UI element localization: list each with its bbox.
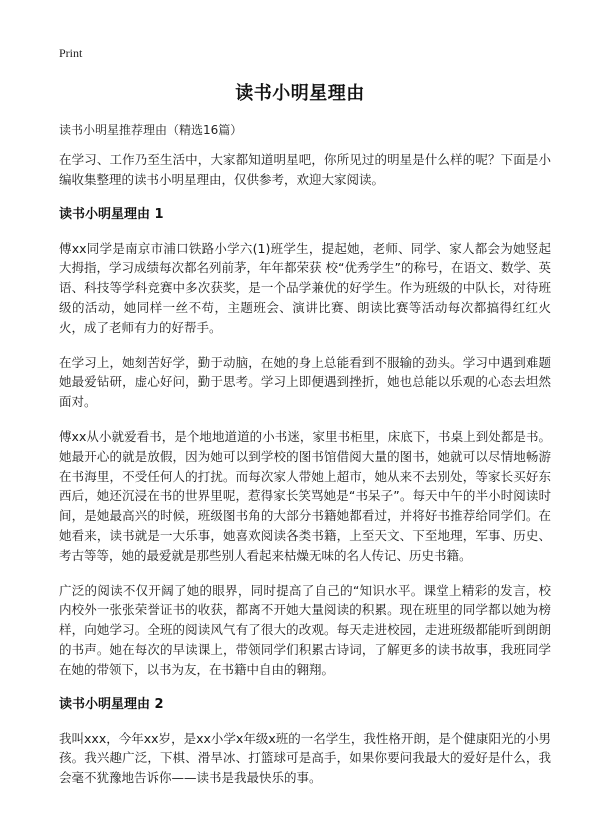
section-heading: 读书小明星理由 2: [59, 696, 164, 712]
body-paragraph: 傅xx从小就爱看书，是个地地道道的小书迷，家里书柜里，床底下，书桌上到处都是书。她最开心的就是放假，因为她可以到学校的图书馆借阅大量的图书，她就可以尽情地畅游在书海里，不受任何人的打扰。而每次家人带她上超市，她从来不去别处，等家长买好东西后，她还沉浸在书的世界里呢，惹得家长笑骂她是“书呆子”。每天中午的半小时阅读时间，是她最高兴的时候，班级图书角的大部分书籍她都看过，并将好书推荐给同学们。在她看来，读书就是一大乐事，她喜欢阅读各类书籍，上至天文、下至地理，军事、历史、考古等等，她的最爱就是那些别人看起来枯燥无味的名人传记、历史书籍。: [59, 428, 551, 563]
article-body: [59, 150, 551, 803]
article-subtitle: 读书小明星推荐理由（精选16篇）: [59, 123, 243, 137]
body-paragraph: 广泛的阅读不仅开阔了她的眼界，同时提高了自己的“知识水平。课堂上精彩的发言，校内校外一张张荣誉证书的收获，都离不开她大量阅读的积累。现在班里的同学都以她为榜样，向她学习。全班的阅读风气有了很大的改观。每天走进校园，走进班级都能听到朗朗的书声。她在每次的早读课上，带领同学们积累古诗词，了解更多的读书故事，我班同学在她的带领下，以书为友，在书籍中自由的翱翔。: [59, 582, 551, 677]
page-title: 读书小明星理由: [235, 83, 365, 104]
section-heading: 读书小明星理由 1: [59, 206, 164, 222]
body-paragraph: 傅xx同学是南京市浦口铁路小学六(1)班学生，提起她，老师、同学、家人都会为她竖起大拇指，学习成绩每次都名列前茅，年年都荣获 校“优秀学生”的称号，在语文、数学、英语、科技等学科竞赛中多次获奖，是一个品学兼优的好学生。作为班级的中队长，对待班级的活动，她同样一丝不苟，主题班会、演讲比赛、朗读比赛等活动每次都搞得红红火火，成了老师有力的好帮手。: [59, 240, 551, 335]
section-1: [59, 205, 551, 680]
intro-paragraph: 在学习、工作乃至生活中，大家都知道明星吧，你所见过的明星是什么样的呢？下面是小编收集整理的读书小明星理由，仅供参考，欢迎大家阅读。: [59, 152, 551, 187]
print-link[interactable]: Print: [59, 46, 83, 60]
body-paragraph: 我叫xxx，今年xx岁，是xx小学x年级x班的一名学生，我性格开朗，是个健康阳光的小男孩。我兴趣广泛，下棋、滑旱冰、打篮球可是高手，如果你要问我最大的爱好是什么，我会毫不犹豫地告诉你——读书是我最快乐的事。: [59, 730, 551, 786]
section-2: [59, 695, 551, 788]
body-paragraph: 在学习上，她刻苦好学，勤于动脑，在她的身上总能看到不服输的劲头。学习中遇到难题她最爱钻研，虚心好问，勤于思考。学习上即便遇到挫折，她也总能以乐观的心态去坦然面对。: [59, 354, 551, 410]
